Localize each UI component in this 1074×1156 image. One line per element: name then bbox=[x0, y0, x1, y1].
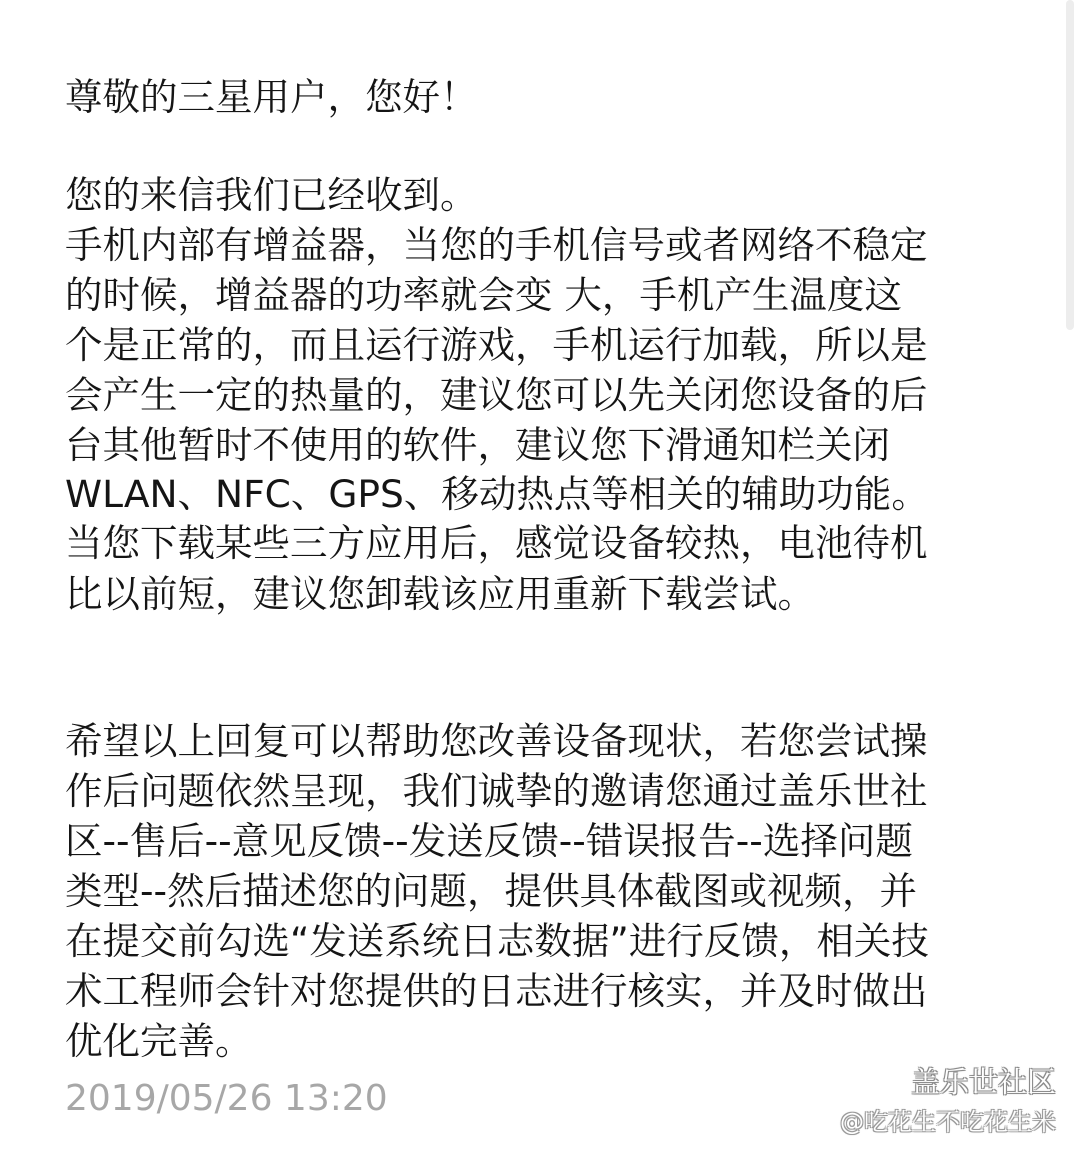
paragraph-line: 手机内部有增益器，当您的手机信号或者网络不稳定 bbox=[65, 223, 928, 267]
paragraph-line: 术工程师会针对您提供的日志进行核实，并及时做出 bbox=[65, 969, 928, 1013]
paragraph-line: 比以前短，建议您卸载该应用重新下载尝试。 bbox=[65, 572, 815, 616]
paragraph-line: 的时候，增益器的功率就会变 大，手机产生温度这 bbox=[65, 273, 902, 317]
watermark-community-name: 盖乐世社区 bbox=[910, 1065, 1056, 1099]
vertical-scrollbar[interactable] bbox=[1066, 0, 1074, 330]
message-timestamp: 2019/05/26 13:20 bbox=[65, 1078, 388, 1119]
paragraph-line: 区--售后--意见反馈--发送反馈--错误报告--选择问题 bbox=[65, 819, 913, 863]
paragraph-line: 您的来信我们已经收到。 bbox=[65, 173, 478, 217]
paragraph-line: 希望以上回复可以帮助您改善设备现状，若您尝试操 bbox=[65, 719, 928, 763]
paragraph-line: 作后问题依然呈现，我们诚挚的邀请您通过盖乐世社 bbox=[65, 769, 928, 813]
paragraph-line: 优化完善。 bbox=[65, 1019, 253, 1063]
paragraph-line: 在提交前勾选“发送系统日志数据”进行反馈，相关技 bbox=[65, 919, 929, 963]
paragraph-line: WLAN、NFC、GPS、移动热点等相关的辅助功能。 bbox=[65, 472, 929, 516]
paragraph-line: 会产生一定的热量的，建议您可以先关闭您设备的后 bbox=[65, 373, 928, 417]
paragraph-line: 台其他暂时不使用的软件，建议您下滑通知栏关闭 bbox=[65, 423, 890, 467]
watermark-author: @吃花生不吃花生米 bbox=[840, 1108, 1056, 1136]
paragraph-line: 类型--然后描述您的问题，提供具体截图或视频，并 bbox=[65, 869, 918, 913]
greeting-text: 尊敬的三星用户，您好！ bbox=[65, 75, 478, 119]
paragraph-line: 当您下载某些三方应用后，感觉设备较热，电池待机 bbox=[65, 521, 928, 565]
paragraph-line: 个是正常的，而且运行游戏，手机运行加载，所以是 bbox=[65, 323, 928, 367]
